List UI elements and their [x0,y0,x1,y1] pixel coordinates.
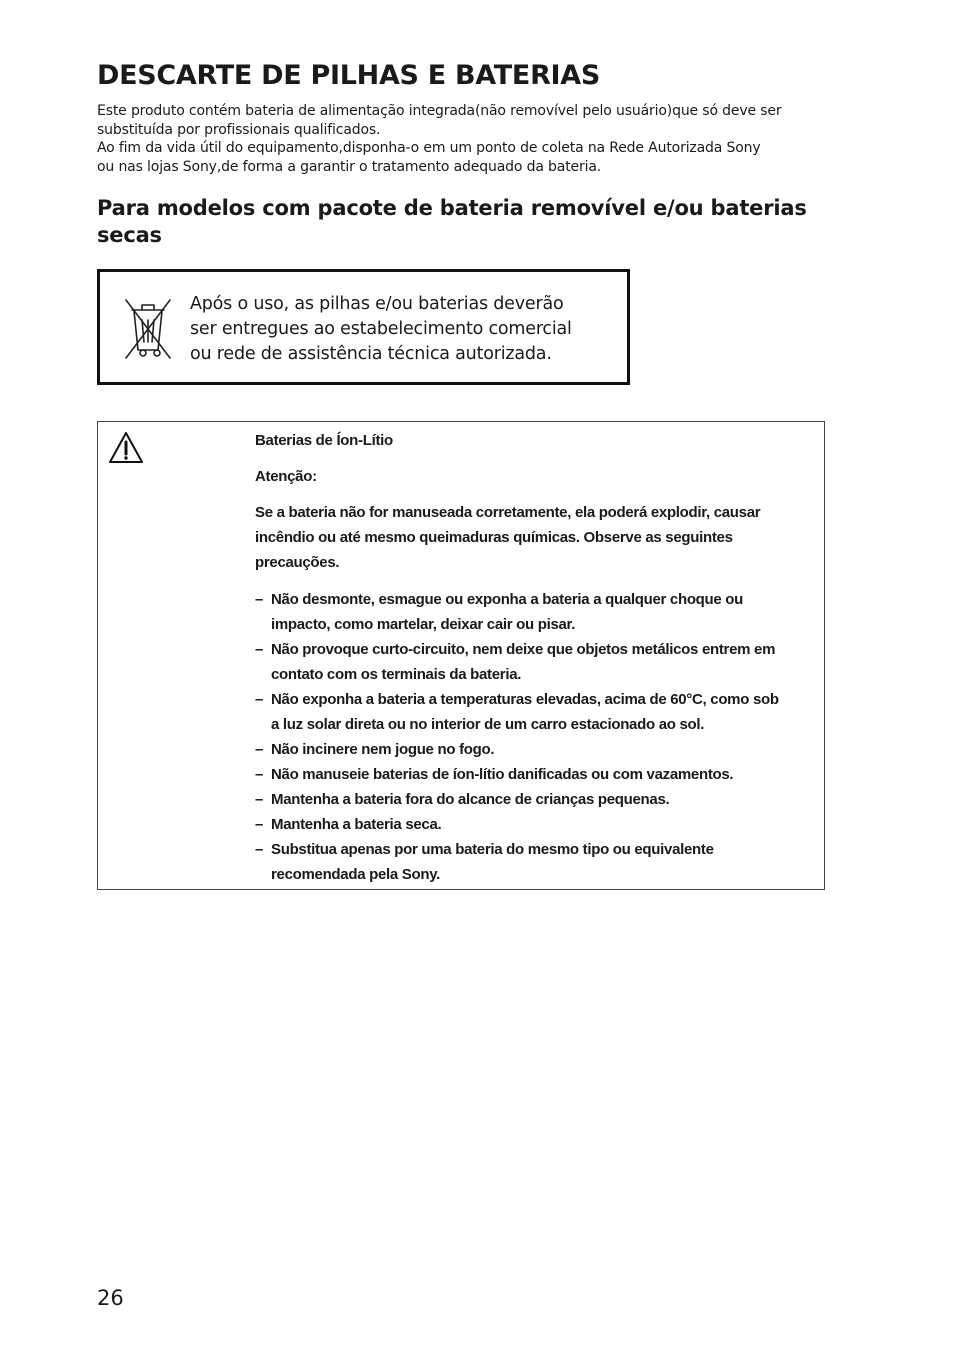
list-dash: – [255,641,264,658]
list-dash: – [255,791,264,808]
list-item [255,762,820,787]
list-item [255,687,820,737]
list-dash: – [255,766,264,783]
list-dash: – [255,741,264,758]
list-item-line: recomendada pela Sony. [271,866,441,883]
page-title: DESCARTE DE PILHAS E BATERIAS [97,60,601,91]
list-item-line: impacto, como martelar, deixar cair ou pisar. [271,616,576,633]
list-item-line: Não manuseie baterias de íon-lítio danificadas ou com vazamentos. [271,766,734,783]
warning-content [255,428,820,887]
list-item-line: Substitua apenas por uma bateria do mesmo tipo ou equivalente [271,841,714,858]
list-item-line: Mantenha a bateria fora do alcance de crianças pequenas. [271,791,670,808]
list-item [255,787,820,812]
list-item [255,812,820,837]
warning-intro [255,500,820,575]
warning-intro-line: incêndio ou até mesmo queimaduras químicas. Observe as seguintes [255,529,733,546]
crossed-out-wheelie-bin-icon [122,296,174,360]
list-item [255,587,820,637]
lithium-battery-warning [97,421,825,890]
list-item-line: Não exponha a bateria a temperaturas elevadas, acima de 60°C, como sob [271,691,779,708]
disposal-line: ser entregues ao estabelecimento comercial [190,319,572,339]
precautions-list [255,587,820,887]
warning-intro-line: Se a bateria não for manuseada corretamente, ela poderá explodir, causar [255,504,761,521]
list-item-line: Mantenha a bateria seca. [271,816,442,833]
section-subtitle: Para modelos com pacote de bateria removível e/ou baterias secas [97,196,807,247]
warning-attention: Atenção: [255,468,317,485]
list-item [255,737,820,762]
disposal-instruction [190,292,630,367]
intro-line: Ao fim da vida útil do equipamento,disponha-o em um ponto de coleta na Rede Autorizada Sony [97,140,761,156]
warning-triangle-icon [108,431,144,464]
list-item-line: contato com os terminais da bateria. [271,666,522,683]
list-item-line: Não provoque curto-circuito, nem deixe que objetos metálicos entrem em [271,641,776,658]
list-item-line: Não desmonte, esmague ou exponha a bateria a qualquer choque ou [271,591,744,608]
list-item [255,837,820,887]
disposal-line: ou rede de assistência técnica autorizada. [190,344,552,364]
warning-intro-line: precauções. [255,554,340,571]
list-dash: – [255,841,264,858]
list-dash: – [255,691,264,708]
intro-line: ou nas lojas Sony,de forma a garantir o tratamento adequado da bateria. [97,158,602,175]
list-dash: – [255,816,264,833]
intro-line: Este produto contém bateria de alimentação integrada(não removível pelo usuário)que só deve ser [97,103,782,119]
intro-text [97,102,837,176]
list-dash: – [255,591,264,608]
list-item-line: a luz solar direta ou no interior de um carro estacionado ao sol. [271,716,705,733]
list-item-line: Não incinere nem jogue no fogo. [271,741,495,758]
disposal-line: Após o uso, as pilhas e/ou baterias deverão [190,294,564,314]
warning-heading: Baterias de Íon-Lítio [255,432,393,449]
intro-line: substituída por profissionais qualificados. [97,121,381,138]
battery-disposal-notice [97,269,630,385]
page-number: 26 [97,1286,124,1310]
list-item [255,637,820,687]
